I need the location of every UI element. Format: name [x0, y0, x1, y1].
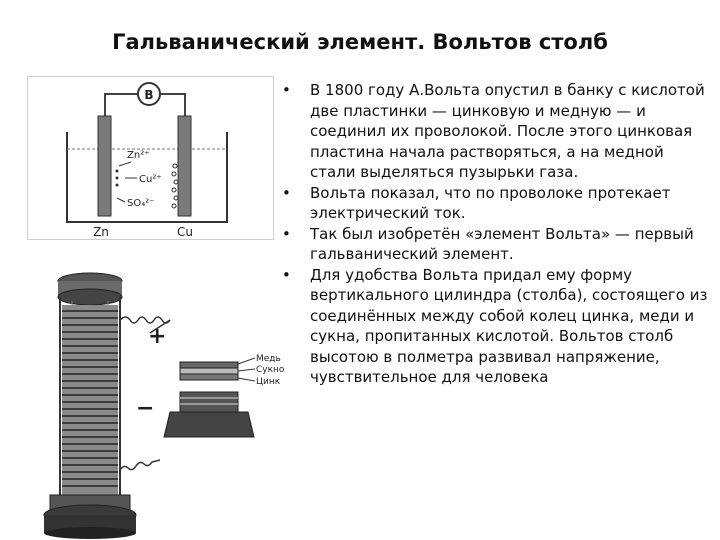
zinc-plate-label: Zn: [93, 225, 109, 239]
bullet-list: [282, 80, 712, 388]
bullet-text: Вольта показал, что по проволоке протекает электрический ток.: [310, 183, 671, 222]
copper-plate: [178, 116, 191, 216]
zinc-ion-label: Zn²⁺: [127, 150, 150, 161]
electron-marks: [116, 170, 119, 187]
slide-title: Гальванический элемент. Вольтов столб: [112, 30, 608, 54]
galvanic-cell-diagram: [27, 76, 274, 240]
voltmeter-label: B: [144, 88, 154, 102]
bullet-item: [282, 80, 712, 183]
bullet-marker: •: [282, 224, 291, 243]
positive-terminal-sign: +: [148, 324, 167, 349]
disk-detail-stack: [164, 362, 254, 437]
bullet-item: [282, 183, 712, 224]
bullet-text: В 1800 году А.Вольта опустил в банку с кислотой две пластинки — цинковую и медную — и соединил их проволокой. После этого цинковая пластина начала растворяться, а на медной стали выделяться пузырьки газа.: [310, 81, 705, 181]
voltaic-pile-illustration: [20, 265, 285, 540]
pile-disks: [62, 305, 118, 495]
bullet-text: Для удобства Вольта придал ему форму вертикального цилиндра (столба), состоящего из соединённых между собой колец цинка, меди и сукна, пропитанных кислотой. Вольтов столб высотою в полметра развивал напряжение, чувствительное для человека: [310, 265, 708, 386]
zinc-plate: [98, 116, 111, 216]
cloth-layer-label: Сукно: [256, 365, 285, 375]
zinc-layer-label: Цинк: [256, 377, 281, 387]
bullet-item: [282, 265, 712, 388]
copper-layer-label: Медь: [256, 354, 281, 364]
copper-ion-label: Cu²⁺: [139, 174, 162, 185]
bullet-text: Так был изобретён «элемент Вольта» — первый гальванический элемент.: [310, 224, 694, 263]
sulfate-ion-label: SO₄²⁻: [127, 198, 155, 209]
bullet-item: [282, 224, 712, 265]
bullet-marker: •: [282, 265, 291, 284]
copper-plate-label: Cu: [177, 225, 193, 239]
bullet-marker: •: [282, 81, 291, 99]
bullet-marker: •: [282, 183, 291, 202]
negative-terminal-sign: −: [136, 396, 155, 421]
